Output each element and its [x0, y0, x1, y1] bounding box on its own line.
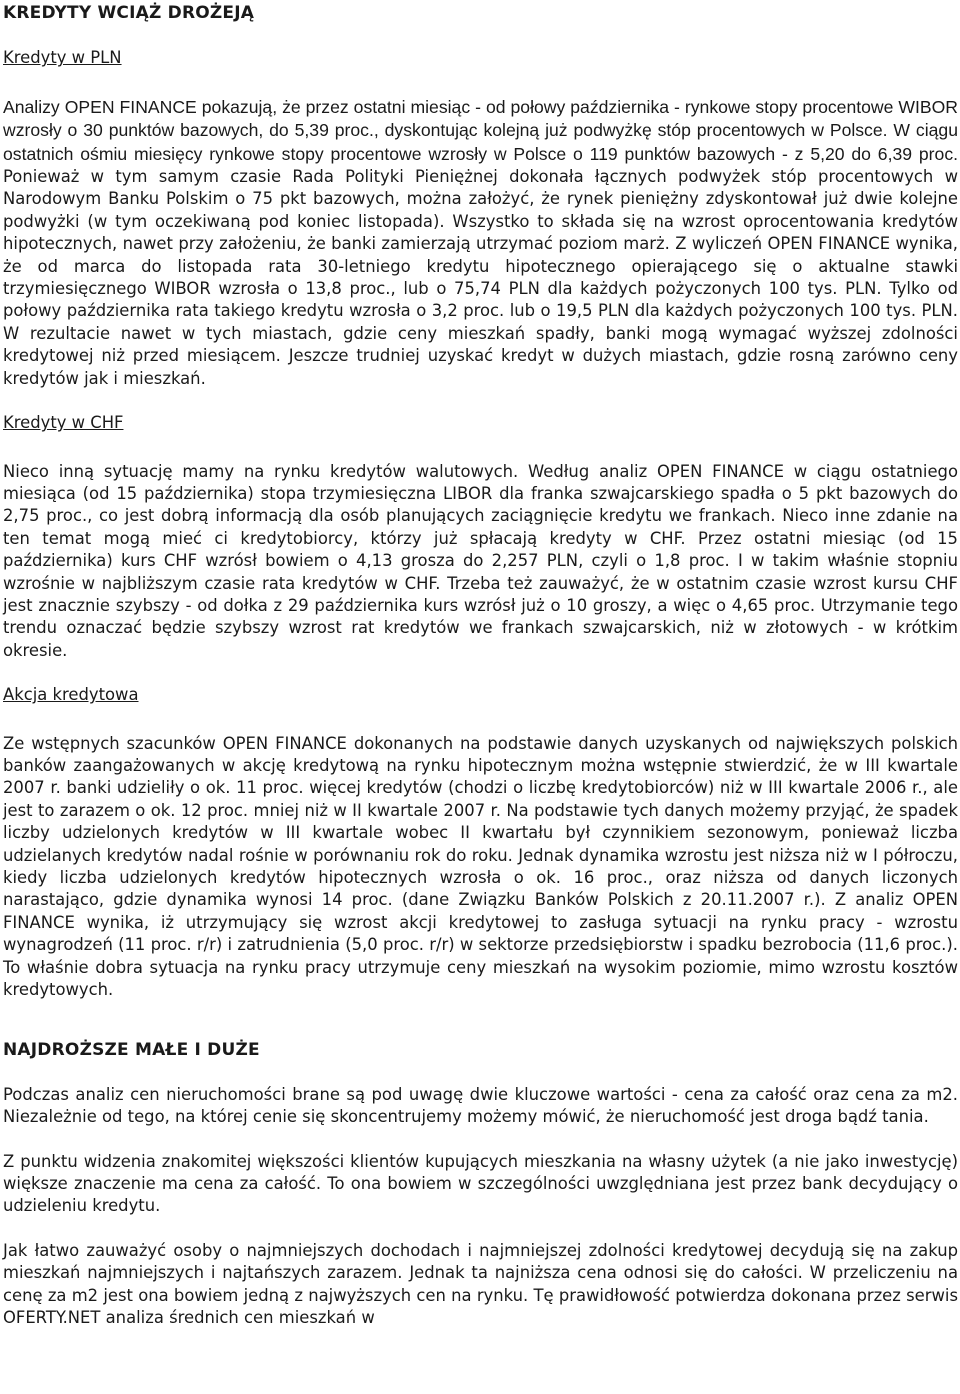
paragraph-chf: Nieco inną sytuację mamy na rynku kredytów walutowych. Według analiz OPEN FINANCE w ciągu ostatniego miesiąca (od 15 października) stopa trzymiesięczna LIBOR dla franka szwajcarskiego spadła o 5 pkt bazowych do 2,75 proc., co jest dobrą informacją dla osób planujących zaciągnięcie kredytu we frankach. Nieco inne zdanie na ten temat mogą mieć ci kredytobiorcy, którzy już spłacają kredyty w CHF. Przez ostatni miesiąc (od 15 października) kurs CHF wzrósł bowiem o 4,13 grosza do 2,257 PLN, czyli o 1,8 proc. I w takim właśnie stopniu wzrośnie w najbliższym czasie rata kredytów w CHF. Trzeba też zauważyć, że w ostatnim czasie wzrost kursu CHF jest znacznie szybszy - od dołka z 29 października kurs wzrósł już o 10 groszy, a więc o 4,65 proc. Utrzymanie tego trendu oznaczać będzie szybszy wzrost rat kredytów we frankach szwajcarskich, niż w złotowych - w krótkim okresie.: [3, 461, 958, 660]
paragraph-ceny-3: Jak łatwo zauważyć osoby o najmniejszych dochodach i najmniejszej zdolności kredytowej decydują się na zakup mieszkań najmniejszych i najtańszych zarazem. Jednak ta najniższa cena odnosi się do całości. W przeliczeniu na cenę za m2 jest ona bowiem jedną z najwyższych cen na rynku. Tę prawidłowość potwierdza dokonana przez serwis OFERTY.NET analiza średnich cen mieszkań w: [3, 1240, 958, 1328]
paragraph-ceny-1: Podczas analiz cen nieruchomości brane są pod uwagę dwie kluczowe wartości - cena za całość oraz cena za m2. Niezależnie od tego, na której cenie się skoncentrujemy możemy mówić, że nieruchomość jest droga bądź tania.: [3, 1084, 958, 1127]
subheading-chf: Kredyty w CHF: [3, 413, 124, 433]
paragraph-pln-part-b: Ponieważ w tym samym czasie Rada Polityki Pieniężnej dokonała łącznych podwyżek stóp procentowych w Narodowym Banku Polskim o 75 pkt bazowych, można założyć, że rynek pieniężny zdyskontował już dwie kolejne podwyżki (w tym oczekiwaną pod koniec listopada). Wszystko to składa się na wzrost oprocentowania kredytów hipotecznych, nawet przy założeniu, że banki zamierzają utrzymać poziom marż. Z wyliczeń OPEN FINANCE wynika, że od marca do listopada rata 30-letniego kredytu hipotecznego opierającego się o aktualne stawki trzymiesięcznego WIBOR wzrosła o 13,8 proc., lub o 75,74 PLN dla każdych pożyczonych 100 tys. PLN. Tylko od połowy października rata takiego kredytu wzrosła o 3,2 proc. lub o 19,5 PLN dla każdych pożyczonych 100 tys. PLN. W rezultacie nawet w tych miastach, gdzie ceny mieszkań spadły, banki mogą wymagać wyższej zdolności kredytowej niż przed miesiącem. Jeszcze trudniej uzyskać kredyt w dużych miastach, gdzie rosną zarówno ceny kredytów jak i mieszkań.: [3, 167, 958, 388]
section-title-2: NAJDROŻSZE MAŁE I DUŻE: [3, 1040, 260, 1061]
paragraph-pln-part-a: Analizy OPEN FINANCE pokazują, że przez ostatni miesiąc - od połowy października - rynkowe stopy procentowe WIBOR wzrosły o 30 punktów bazowych, do 5,39 proc., dyskontując kolejną już podwyżkę stóp procentowych w Polsce. W ciągu ostatnich ośmiu miesięcy rynkowe stopy procentowe wzrosły w Polsce o 119 punktów bazowych - z 5,20 do 6,39 proc.: [3, 96, 958, 164]
paragraph-ceny-2: Z punktu widzenia znakomitej większości klientów kupujących mieszkania na własny użytek (a nie jako inwestycję) większe znaczenie ma cena za całość. To ona bowiem w szczególności uwzględniana jest przez bank decydujący o udzieleniu kredytu.: [3, 1151, 958, 1216]
paragraph-pln: [3, 96, 958, 390]
subheading-pln: Kredyty w PLN: [3, 48, 122, 68]
section-title: KREDYTY WCIĄŻ DROŻEJĄ: [3, 3, 255, 23]
document-page: [3, 0, 958, 1330]
paragraph-akcja: Ze wstępnych szacunków OPEN FINANCE dokonanych na podstawie danych uzyskanych od największych polskich banków zaangażowanych w akcję kredytową na rynku hipotecznym można wstępnie stwierdzić, że w III kwartale 2007 r. banki udzieliły o ok. 11 proc. więcej kredytów (chodzi o liczbę kredytobiorców) niż w III kwartale 2006 r., ale jest to zarazem o ok. 12 proc. mniej niż w II kwartale 2007 r. Na podstawie tych danych możemy przyjąć, że spadek liczby udzielonych kredytów w III kwartale wobec II kwartału był czynnikiem sezonowym, ponieważ liczba udzielanych kredytów nadal rośnie w porównaniu rok do roku. Jednak dynamika wzrostu jest niższa niż w I półroczu, kiedy liczba udzielonych kredytów hipotecznych wzrosła o ok. 16 proc., oraz niższa od danych liczonych narastająco, gdzie dynamika wynosi 14 proc. (dane Związku Banków Polskich z 20.11.2007 r.). Z analiz OPEN FINANCE wynika, iż utrzymujący się wzrost akcji kredytowej to zasługa sytuacji na rynku pracy - wzrostu wynagrodzeń (11 proc. r/r) i zatrudnienia (5,0 proc. r/r) w sektorze przedsiębiorstw i spadku bezrobocia (11,6 proc.). To właśnie dobra sytuacja na rynku pracy utrzymuje ceny mieszkań na wysokim poziomie, mimo wzrostu kosztów kredytowych.: [3, 733, 958, 1000]
subheading-akcja: Akcja kredytowa: [3, 685, 139, 705]
